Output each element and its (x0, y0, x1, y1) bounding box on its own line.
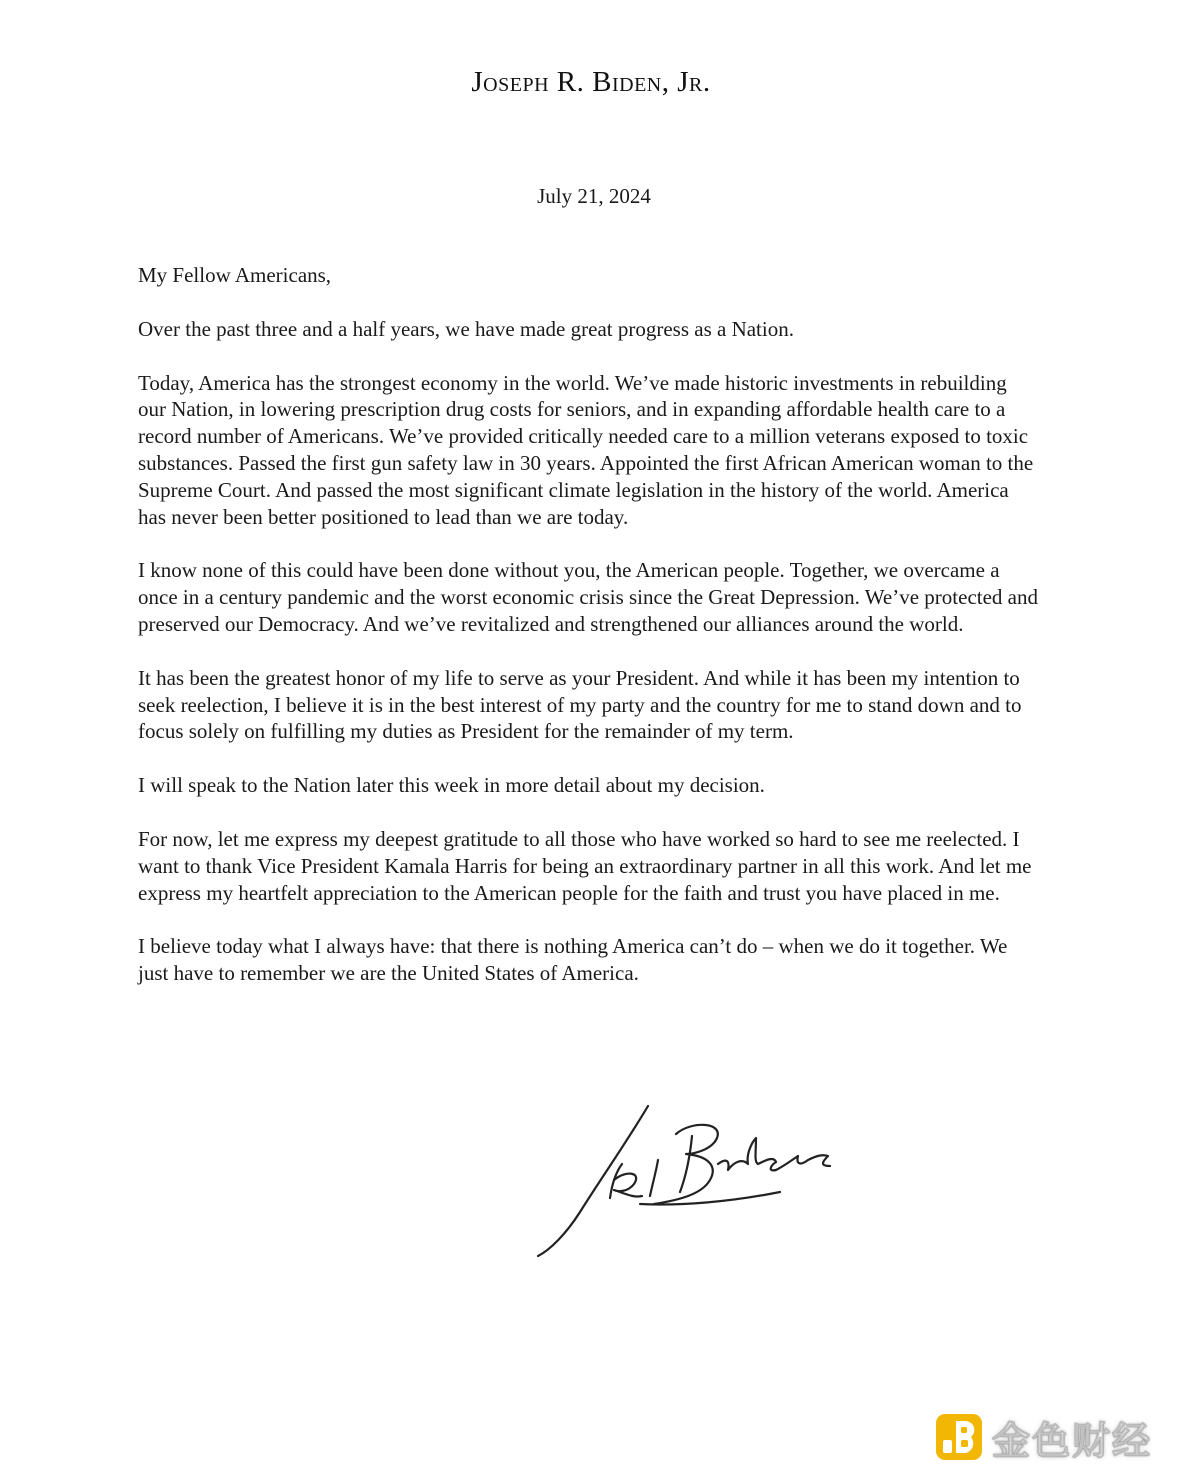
paragraph-6: For now, let me express my deepest gratitude to all those who have worked so hard to see me reelected. I want to thank Vice President Kamala Harris for being an extraordinary partner in all this work. And let me express my heartfelt appreciation to the American people for the faith and trust you have placed in me. (138, 826, 1032, 905)
watermark-text: 金色财经 (991, 1418, 1152, 1463)
signature (530, 1100, 840, 1260)
paragraph-1: Over the past three and a half years, we have made great progress as a Nation. (138, 316, 794, 341)
letter-body (138, 262, 1038, 1014)
watermark (936, 1410, 1152, 1464)
golden-b-logo-icon (936, 1414, 982, 1460)
letterhead: Joseph R. Biden, Jr. (471, 66, 711, 98)
letter-date: July 21, 2024 (537, 184, 651, 208)
paragraph-5: I will speak to the Nation later this week in more detail about my decision. (138, 773, 765, 798)
paragraph-3: I know none of this could have been done without you, the American people. Together, we overcame a once in a century pandemic and the worst economic crisis since the Great Depression. We’ve protected and preserved our Democracy. And we’ve revitalized and strengthened our alliances around the world. (138, 558, 1039, 636)
paragraph-2: Today, America has the strongest economy in the world. We’ve made historic investments in rebuilding our Nation, in lowering prescription drug costs for seniors, and in expanding affordable health care to a record number of Americans. We’ve provided critically needed care to a million veterans exposed to toxic substances. Passed the first gun safety law in 30 years. Appointed the first African American woman to the Supreme Court. And passed the most significant climate legislation in the history of the world. America has never been better positioned to lead than we are today. (138, 370, 1034, 529)
paragraph-4: It has been the greatest honor of my life to serve as your President. And while it has been my intention to seek reelection, I believe it is in the best interest of my party and the country for me to stand down and to focus solely on fulfilling my duties as President for the remainder of my term. (138, 665, 1022, 744)
paragraph-7: I believe today what I always have: that there is nothing America can’t do – when we do it together. We just have to remember we are the United States of America. (138, 934, 1008, 986)
salutation: My Fellow Americans, (138, 263, 332, 287)
